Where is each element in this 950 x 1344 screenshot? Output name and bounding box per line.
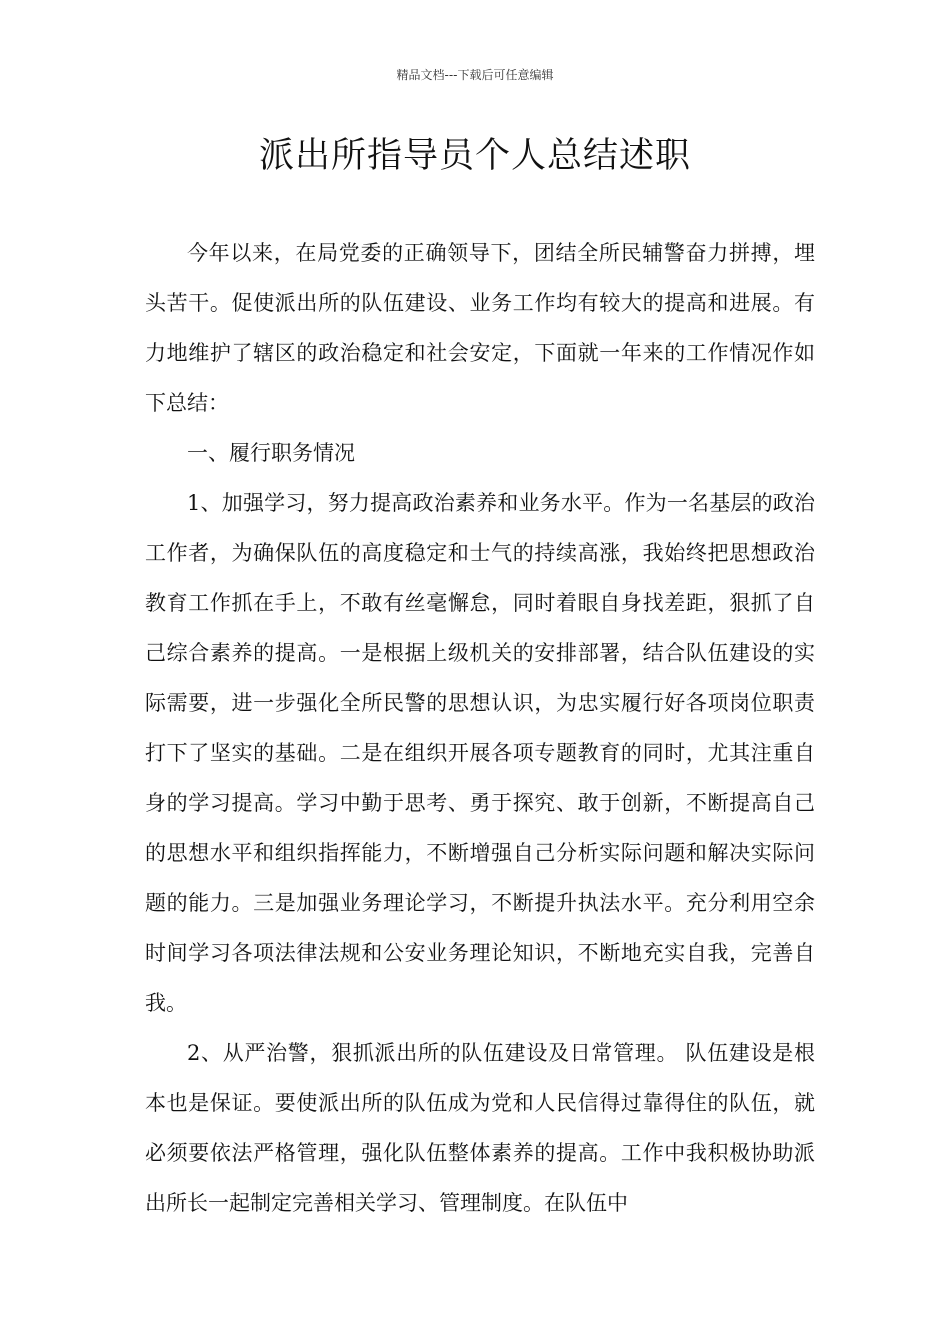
document-body xyxy=(145,228,815,1228)
paragraph-intro: 今年以来，在局党委的正确领导下，团结全所民辅警奋力拼搏，埋头苦干。促使派出所的队伍建设、业务工作均有较大的提高和进展。有力地维护了辖区的政治稳定和社会安定，下面就一年来的工作情况作如下总结： xyxy=(145,241,815,415)
header-note: 精品文档---下载后可任意编辑 xyxy=(396,68,554,82)
section-heading: 一、履行职务情况 xyxy=(187,441,355,465)
document-title: 派出所指导员个人总结述职 xyxy=(258,136,691,176)
paragraph-item-1: 1、加强学习，努力提高政治素养和业务水平。作为一名基层的政治工作者，为确保队伍的高度稳定和士气的持续高涨，我始终把思想政治教育工作抓在手上，不敢有丝毫懈怠，同时着眼自身找差距，狠抓了自己综合素养的提高。一是根据上级机关的安排部署，结合队伍建设的实际需要，进一步强化全所民警的思想认识，为忠实履行好各项岗位职责打下了坚实的基础。二是在组织开展各项专题教育的同时，尤其注重自身的学习提高。学习中勤于思考、勇于探究、敢于创新，不断提高自己的思想水平和组织指挥能力，不断增强自己分析实际问题和解决实际问题的能力。三是加强业务理论学习，不断提升执法水平。充分利用空余时间学习各项法律法规和公安业务理论知识，不断地充实自我，完善自我。 xyxy=(145,491,815,1015)
paragraph-item-2: 2、从严治警，狠抓派出所的队伍建设及日常管理。 队伍建设是根本也是保证。要使派出所的队伍成为党和人民信得过靠得住的队伍，就必须要依法严格管理，强化队伍整体素养的提高。工作中我积极协助派出所长一起制定完善相关学习、管理制度。在队伍中 xyxy=(145,1041,815,1215)
